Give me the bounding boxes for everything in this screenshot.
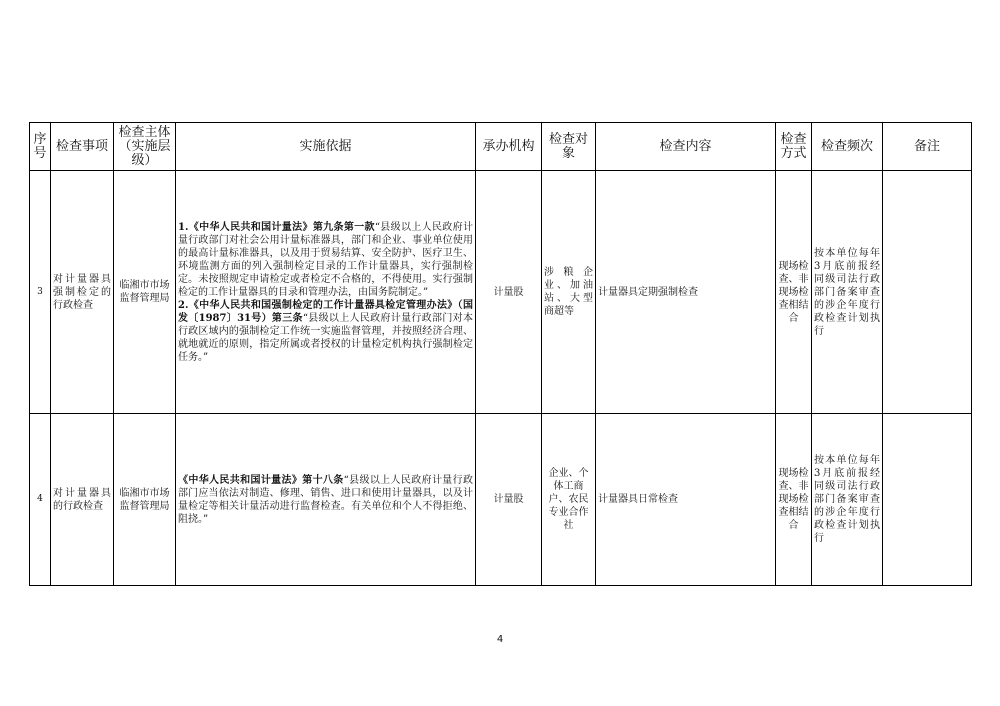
row-basis	[176, 171, 476, 414]
header-subject: 检查主体（实施层级）	[114, 123, 176, 171]
row-method: 现场检查、非现场检查相结合	[776, 414, 812, 586]
row-method: 现场检查、非现场检查相结合	[776, 171, 812, 414]
basis-law-text: “县级以上人民政府计量行政部门应当依法对制造、修理、销售、进口和使用计量器具，以及计量检定等相关计量活动进行监督检查。有关单位和个人不得拒绝、阻挠。”	[178, 474, 474, 525]
row-agency: 计量股	[476, 414, 542, 586]
basis-regulation-text: “县级以上人民政府计量行政部门对本行政区域内的强制检定工作统一实施监督管理，并按照经济合理、就地就近的原则，指定所属或者授权的计量检定机构执行强制检定任务。”	[178, 312, 473, 363]
inspection-table	[29, 122, 972, 586]
header-target: 检查对象	[542, 123, 596, 171]
basis-law-title: 1.《中华人民共和国计量法》第九条第一款	[178, 221, 375, 233]
header-row	[30, 123, 972, 171]
header-basis: 实施依据	[176, 123, 476, 171]
header-content: 检查内容	[596, 123, 776, 171]
header-item: 检查事项	[51, 123, 114, 171]
header-method: 检查方式	[776, 123, 812, 171]
row-frequency: 按本单位每年3月底前报经同级司法行政部门备案审查的涉企年度行政检查计划执行	[812, 171, 883, 414]
basis-law-text: “县级以上人民政府计量行政部门对社会公用计量标准器具，部门和企业、事业单位使用的最高计量标准器具，以及用于贸易结算、安全防护、医疗卫生、环境监测方面的列入强制检定目录的工作计量器具，实行强制检定。未按照规定申请检定或者检定不合格的，不得使用。实行强制检定的工作计量器具的目录和管理办法，由国务院制定。”	[178, 221, 473, 298]
table-row	[30, 171, 972, 414]
row-frequency: 按本单位每年3月底前报经同级司法行政部门备案审查的涉企年度行政检查计划执行	[812, 414, 883, 586]
row-seq: 4	[30, 414, 51, 586]
row-item: 对计量器具强制检定的行政检查	[51, 171, 114, 414]
row-remarks	[883, 171, 972, 414]
basis-law-title: 《中华人民共和国计量法》第十八条	[178, 474, 344, 486]
row-subject: 临湘市市场监督管理局	[114, 414, 176, 586]
table-row	[30, 414, 972, 586]
row-agency: 计量股	[476, 171, 542, 414]
row-target: 涉粮企业、加油站、大型商超等	[542, 171, 596, 414]
row-basis	[176, 414, 476, 586]
header-remarks: 备注	[883, 123, 972, 171]
row-subject: 临湘市市场监督管理局	[114, 171, 176, 414]
row-content: 计量器具日常检查	[596, 414, 776, 586]
basis-regulation-title: 2.《中华人民共和国强制检定的工作计量器具检定管理办法》（国发〔1987〕31号）第三条	[178, 299, 473, 324]
header-frequency: 检查频次	[812, 123, 883, 171]
row-content: 计量器具定期强制检查	[596, 171, 776, 414]
page-number: 4	[496, 634, 504, 645]
row-target: 企业、个体工商户、农民专业合作社	[542, 414, 596, 586]
header-agency: 承办机构	[476, 123, 542, 171]
row-remarks	[883, 414, 972, 586]
row-item: 对计量器具的行政检查	[51, 414, 114, 586]
row-seq: 3	[30, 171, 51, 414]
header-seq: 序号	[30, 123, 51, 171]
